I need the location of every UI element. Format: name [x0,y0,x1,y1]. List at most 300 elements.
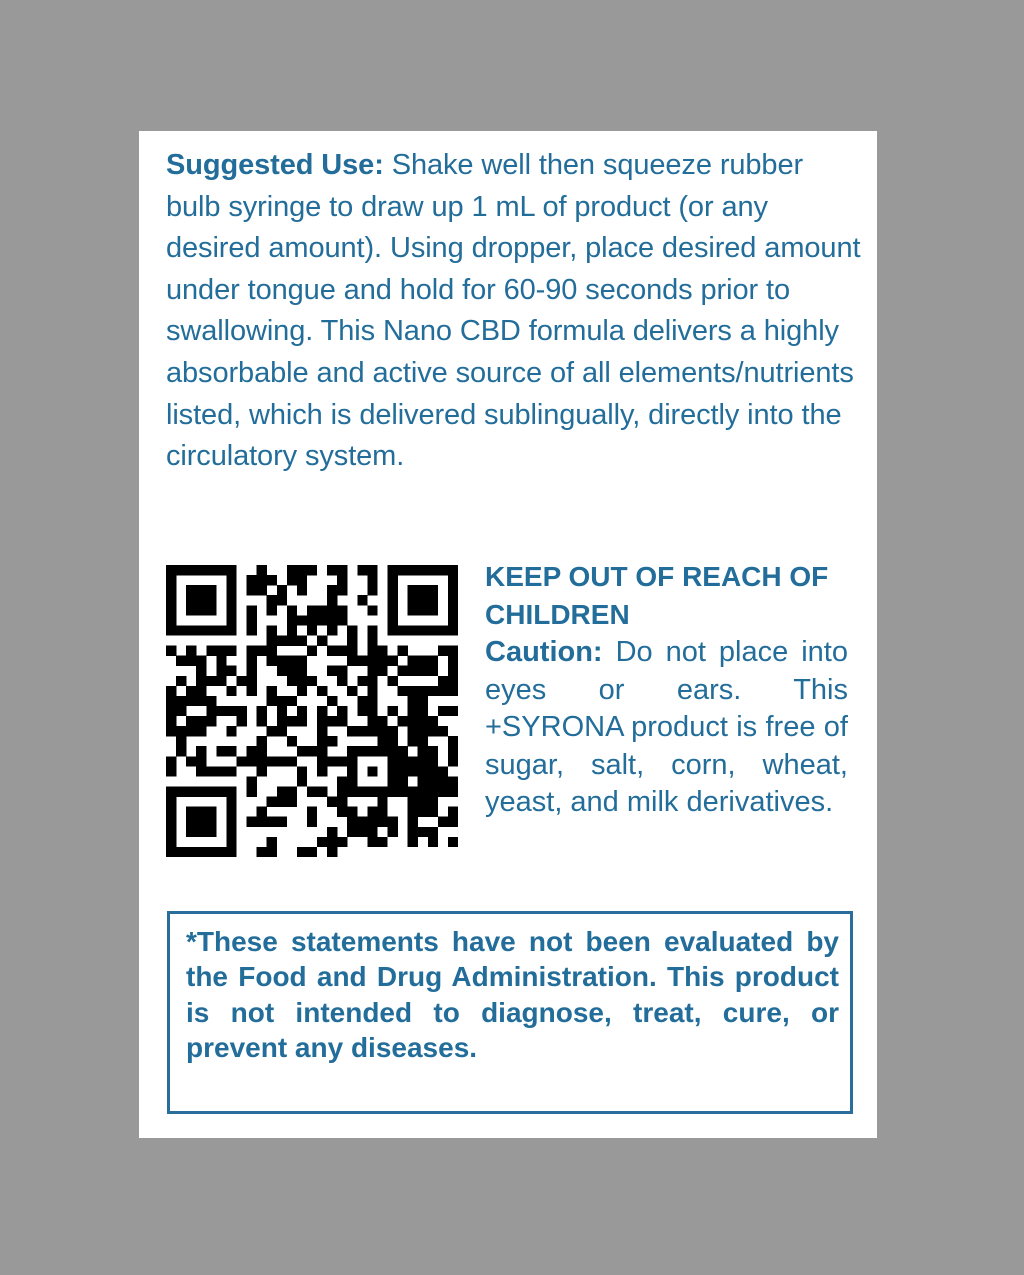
qr-module [347,656,357,666]
qr-module [438,817,448,827]
qr-module [388,625,398,635]
qr-module [176,736,186,746]
qr-module [166,615,176,625]
qr-module [166,575,176,585]
qr-module [388,827,398,837]
qr-module [277,797,287,807]
qr-module [267,646,277,656]
qr-module [337,666,347,676]
qr-module [448,575,458,585]
qr-module [327,797,337,807]
qr-module [186,726,196,736]
qr-module [307,646,317,656]
qr-module [408,797,418,807]
qr-module [398,746,408,756]
qr-module [317,837,327,847]
qr-module [347,646,357,656]
qr-module [367,726,377,736]
qr-module [196,625,206,635]
qr-module [247,817,257,827]
qr-module [166,625,176,635]
qr-module [277,585,287,595]
qr-module [428,686,438,696]
qr-module [337,716,347,726]
qr-module [287,575,297,585]
qr-module [186,686,196,696]
qr-module [287,656,297,666]
qr-module [377,746,387,756]
qr-module [287,565,297,575]
qr-module [337,585,347,595]
qr-module [226,837,236,847]
qr-module [317,766,327,776]
qr-module [267,797,277,807]
qr-module [166,565,176,575]
qr-module [388,595,398,605]
qr-module [277,716,287,726]
qr-module [448,585,458,595]
qr-module [196,787,206,797]
qr-module [448,706,458,716]
qr-module [408,706,418,716]
qr-module [408,807,418,817]
qr-module [377,736,387,746]
qr-module [448,656,458,666]
qr-module [428,625,438,635]
qr-module [377,656,387,666]
qr-module [226,706,236,716]
qr-module [388,746,398,756]
qr-module [408,726,418,736]
qr-module [367,787,377,797]
qr-module [216,676,226,686]
qr-module [438,776,448,786]
qr-module [226,817,236,827]
qr-module [247,787,257,797]
qr-module [317,756,327,766]
qr-module [367,766,377,776]
qr-module [317,736,327,746]
qr-module [267,847,277,857]
qr-module [337,756,347,766]
qr-module [257,565,267,575]
qr-module [196,756,206,766]
caution-paragraph [485,634,848,822]
qr-module [176,726,186,736]
qr-module [226,726,236,736]
qr-module [186,625,196,635]
qr-module [267,837,277,847]
qr-module [327,847,337,857]
qr-module [247,605,257,615]
qr-module [337,605,347,615]
qr-module [277,706,287,716]
qr-module [297,615,307,625]
qr-module [367,625,377,635]
qr-module [257,585,267,595]
qr-module [408,837,418,847]
qr-module [257,756,267,766]
qr-module [257,847,267,857]
qr-module [317,787,327,797]
qr-module [257,807,267,817]
qr-module [206,605,216,615]
qr-module [327,646,337,656]
qr-module [317,746,327,756]
qr-module [307,817,317,827]
qr-module [367,656,377,666]
qr-module [357,726,367,736]
qr-module [448,776,458,786]
qr-module [398,756,408,766]
qr-module [216,706,226,716]
qr-module [398,716,408,726]
qr-module [388,585,398,595]
qr-module [448,625,458,635]
qr-module [377,817,387,827]
qr-module [176,696,186,706]
qr-module [196,817,206,827]
qr-module [287,666,297,676]
qr-module [206,595,216,605]
qr-module [377,726,387,736]
qr-module [166,847,176,857]
qr-module [367,635,377,645]
qr-module [216,625,226,635]
qr-module [186,565,196,575]
qr-module [196,696,206,706]
qr-module [408,787,418,797]
qr-module [166,716,176,726]
qr-module [166,585,176,595]
qr-module [226,575,236,585]
qr-module [257,716,267,726]
qr-code-icon[interactable] [166,565,458,857]
qr-module [196,656,206,666]
qr-module [448,746,458,756]
qr-module [267,605,277,615]
qr-module [236,716,246,726]
qr-module [347,827,357,837]
qr-module [317,716,327,726]
qr-module [408,766,418,776]
qr-module [398,776,408,786]
qr-module [287,615,297,625]
qr-module [398,625,408,635]
qr-module [186,847,196,857]
qr-module [287,625,297,635]
qr-module [186,656,196,666]
qr-module [297,666,307,676]
qr-module [166,827,176,837]
qr-module [448,676,458,686]
qr-module [418,797,428,807]
qr-module [196,605,206,615]
suggested-use-heading: Suggested Use: [166,149,384,181]
qr-module [186,646,196,656]
qr-module [377,666,387,676]
warning-block [485,558,848,822]
qr-module [297,706,307,716]
qr-module [408,605,418,615]
qr-module [247,656,257,666]
qr-module [247,676,257,686]
qr-module [367,686,377,696]
qr-module [297,585,307,595]
qr-module [388,817,398,827]
qr-module [196,595,206,605]
qr-module [206,787,216,797]
caution-heading: Caution: [485,636,603,668]
qr-module [418,827,428,837]
qr-module [357,676,367,686]
qr-module [226,787,236,797]
qr-module [428,666,438,676]
qr-module [327,736,337,746]
qr-module [186,787,196,797]
qr-module [408,656,418,666]
qr-module [337,776,347,786]
qr-module [418,605,428,615]
qr-module [448,756,458,766]
qr-module [408,827,418,837]
qr-code-graphic [166,565,458,857]
qr-module [196,766,206,776]
qr-module [337,807,347,817]
qr-module [206,817,216,827]
qr-module [196,847,206,857]
qr-module [327,827,337,837]
qr-module [186,696,196,706]
qr-module [337,706,347,716]
qr-module [388,575,398,585]
caution-body: Do not place into eyes or ears. This +SYRONA product is free of sugar, salt, corn, wheat, yeast, and milk derivatives. [485,636,848,818]
qr-module [176,625,186,635]
qr-module [388,676,398,686]
qr-module [327,615,337,625]
qr-module [166,696,176,706]
suggested-use-body: Shake well then squeeze rubber bulb syringe to draw up 1 mL of product (or any desired amount). Using dropper, place desired amount under tongue and hold for 60-90 seconds prior to swallowing. This Nano CBD formula delivers a highly absorbable and active source of all elements/nutrients listed, which is delivered sublingually, directly into the circulatory system. [166,149,861,473]
qr-module [377,807,387,817]
qr-module [408,585,418,595]
qr-module [418,656,428,666]
qr-module [257,575,267,585]
qr-module [297,716,307,726]
qr-module [166,706,176,716]
qr-module [196,807,206,817]
qr-module [277,756,287,766]
qr-module [226,847,236,857]
qr-module [297,746,307,756]
qr-module [176,847,186,857]
qr-module [367,565,377,575]
qr-module [267,696,277,706]
qr-module [347,726,357,736]
qr-module [226,666,236,676]
qr-module [226,605,236,615]
qr-module [176,706,186,716]
qr-module [226,766,236,776]
qr-module [216,787,226,797]
qr-module [367,575,377,585]
qr-module [216,746,226,756]
qr-module [186,605,196,615]
qr-module [438,706,448,716]
qr-module [196,676,206,686]
qr-module [357,787,367,797]
qr-module [337,646,347,656]
qr-module [277,595,287,605]
qr-module [297,847,307,857]
qr-module [367,696,377,706]
qr-module [377,837,387,847]
qr-module [418,585,428,595]
qr-module [166,646,176,656]
qr-module [166,686,176,696]
qr-module [357,696,367,706]
qr-module [297,676,307,686]
qr-module [297,686,307,696]
qr-module [418,736,428,746]
qr-module [267,686,277,696]
qr-module [176,787,186,797]
qr-module [297,776,307,786]
qr-module [247,575,257,585]
qr-module [317,605,327,615]
qr-module [357,656,367,666]
qr-module [428,595,438,605]
qr-module [226,827,236,837]
qr-module [428,585,438,595]
qr-module [166,837,176,847]
qr-module [226,595,236,605]
qr-module [367,605,377,615]
keep-out-of-reach-heading: KEEP OUT OF REACH OF CHILDREN [485,561,829,630]
qr-module [357,706,367,716]
qr-module [327,595,337,605]
qr-module [166,817,176,827]
qr-module [428,776,438,786]
qr-module [267,575,277,585]
fda-disclaimer-box [167,911,853,1114]
qr-module [226,807,236,817]
product-label [139,131,877,1138]
qr-module [408,595,418,605]
qr-module [277,696,287,706]
qr-module [287,787,297,797]
qr-module [438,686,448,696]
qr-module [307,746,317,756]
qr-module [337,797,347,807]
qr-module [448,666,458,676]
qr-module [347,787,357,797]
qr-module [347,635,357,645]
qr-module [186,807,196,817]
qr-module [418,787,428,797]
qr-module [247,625,257,635]
qr-module [388,787,398,797]
qr-module [247,746,257,756]
qr-module [357,746,367,756]
qr-module [327,837,337,847]
qr-module [347,817,357,827]
qr-module [287,635,297,645]
qr-module [327,585,337,595]
qr-module [428,787,438,797]
qr-module [448,736,458,746]
qr-module [186,716,196,726]
qr-module [216,656,226,666]
qr-module [367,646,377,656]
qr-module [388,756,398,766]
qr-module [418,706,428,716]
qr-module [367,817,377,827]
qr-module [287,756,297,766]
qr-module [247,585,257,595]
qr-module [186,827,196,837]
qr-module [347,776,357,786]
qr-module [418,625,428,635]
qr-module [206,565,216,575]
qr-module [257,646,267,656]
qr-module [448,565,458,575]
qr-module [388,736,398,746]
qr-module [307,615,317,625]
qr-module [206,696,216,706]
qr-module [317,706,327,716]
qr-module [287,736,297,746]
qr-module [428,726,438,736]
qr-module [388,605,398,615]
qr-module [206,706,216,716]
qr-module [438,646,448,656]
qr-module [257,736,267,746]
qr-module [267,656,277,666]
qr-module [196,827,206,837]
qr-module [226,585,236,595]
qr-module [206,625,216,635]
qr-module [206,585,216,595]
qr-module [257,766,267,776]
qr-module [166,726,176,736]
qr-module [438,625,448,635]
qr-module [277,666,287,676]
qr-module [367,666,377,676]
qr-module [367,837,377,847]
qr-module [367,746,377,756]
qr-module [418,776,428,786]
qr-module [367,807,377,817]
qr-module [247,615,257,625]
qr-module [438,565,448,575]
qr-module [327,625,337,635]
qr-module [408,817,418,827]
qr-module [247,756,257,766]
qr-module [448,605,458,615]
qr-module [347,766,357,776]
qr-module [317,726,327,736]
qr-module [206,807,216,817]
qr-module [377,797,387,807]
qr-module [277,656,287,666]
qr-module [377,787,387,797]
fda-disclaimer-text: *These statements have not been evaluated by the Food and Drug Administration. This product is not intended to diagnose, treat, cure, or prevent any diseases. [186,926,839,1063]
qr-module [408,716,418,726]
qr-module [267,635,277,645]
qr-module [216,646,226,656]
qr-module [277,787,287,797]
qr-module [438,676,448,686]
